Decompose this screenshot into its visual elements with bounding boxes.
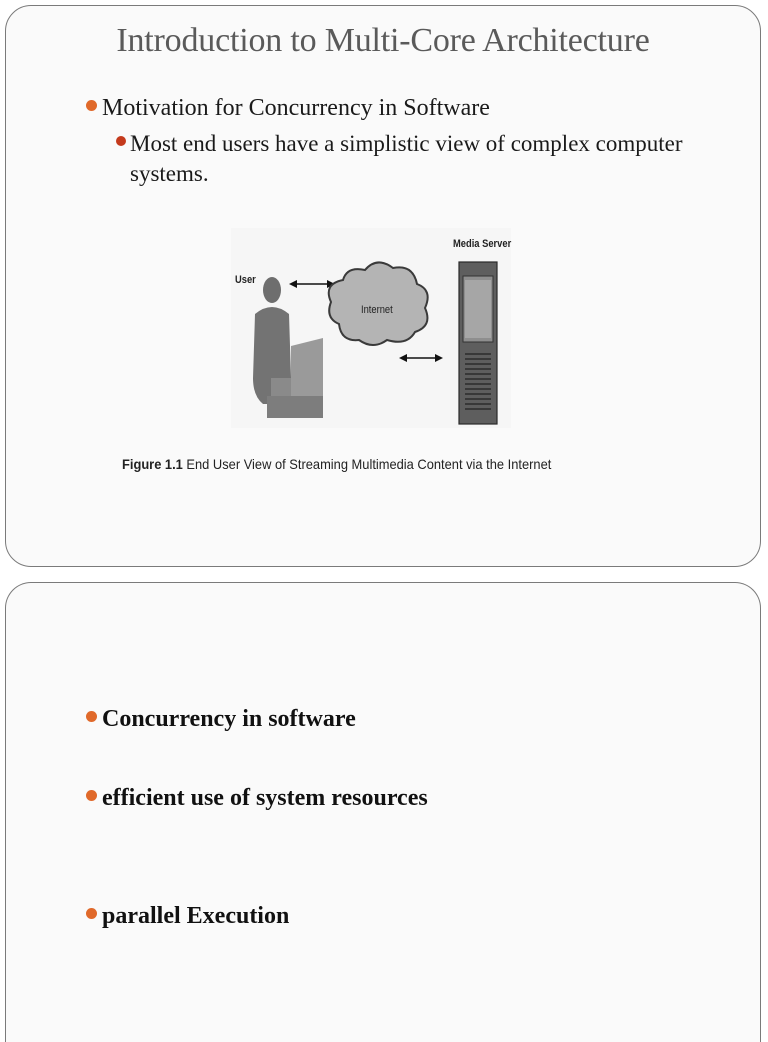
caption-number: Figure 1.1 <box>122 456 183 472</box>
slide-2 <box>5 582 761 1042</box>
caption-text: End User View of Streaming Multimedia Content via the Internet <box>186 456 552 472</box>
internet-label: Internet <box>361 304 393 316</box>
figure-caption <box>122 456 551 472</box>
server-label: Media Server <box>453 238 512 250</box>
bullet-dot-icon <box>86 908 97 919</box>
bullet-text: efficient use of system resources <box>102 785 428 811</box>
bullet-dot-icon <box>86 790 97 801</box>
user-label: User <box>235 274 256 286</box>
sub-bullet-users <box>116 129 690 189</box>
figure-streaming-diagram <box>231 228 511 428</box>
bullet-concurrency <box>86 704 356 734</box>
diagram-svg <box>231 228 511 428</box>
sub-bullet-dot-icon <box>116 136 126 146</box>
bullet-dot-icon <box>86 100 97 111</box>
slide-1 <box>5 5 761 567</box>
slide-title: Introduction to Multi-Core Architecture <box>116 22 650 59</box>
sub-bullet-text: Most end users have a simplistic view of complex computer systems. <box>130 131 683 186</box>
bullet-motivation <box>86 93 490 123</box>
bullet-parallel-execution <box>86 901 289 931</box>
bullet-text: Concurrency in software <box>102 706 356 732</box>
bullet-efficient-use <box>86 783 428 813</box>
bullet-text: parallel Execution <box>102 903 290 929</box>
bullet-dot-icon <box>86 711 97 722</box>
media-server-icon <box>459 262 497 424</box>
bullet-text: Motivation for Concurrency in Software <box>102 95 490 121</box>
